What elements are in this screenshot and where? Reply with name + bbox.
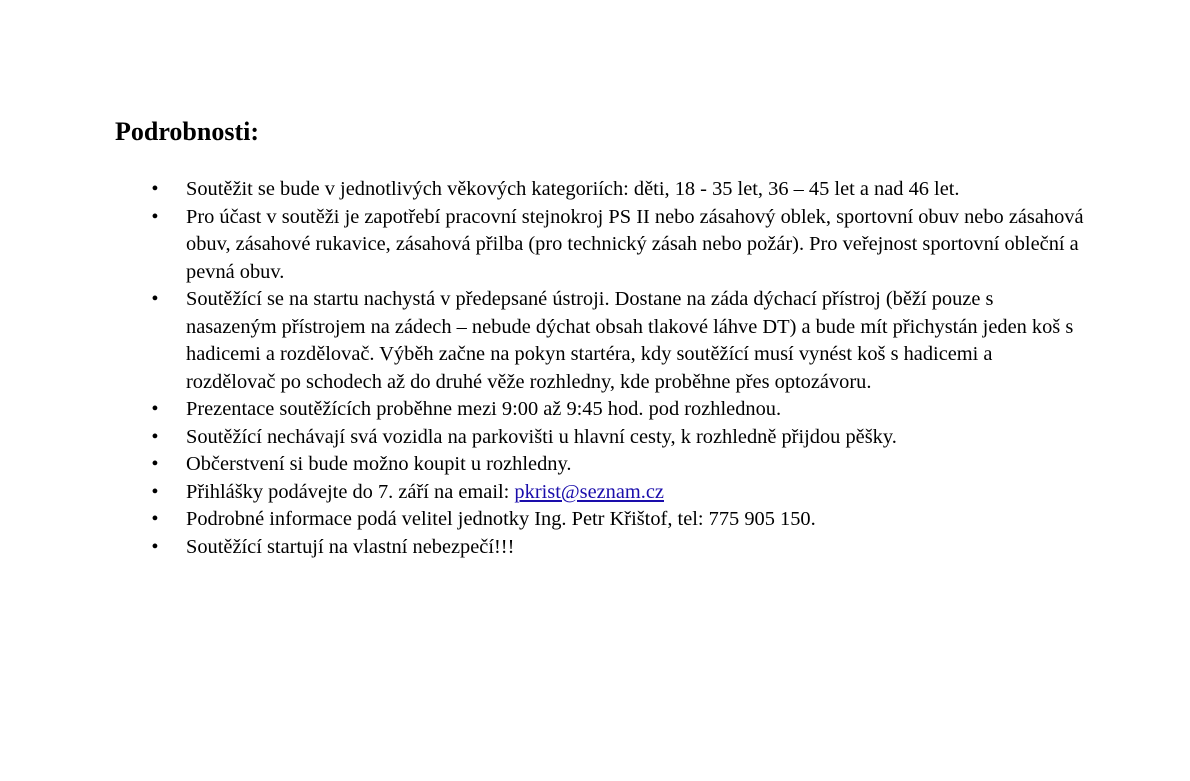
list-item-text: Pro účast v soutěži je zapotřebí pracovní stejnokroj PS II nebo zásahový oblek, sportovní obuv nebo zásahová obuv, zásahové rukavice, zásahová přilba (pro technický zásah nebo požár). Pro veřejnost sportovní obleční a pevná obuv. [186,205,1084,283]
bullet-icon: • [151,453,159,475]
list-item [151,396,1086,424]
list-item [151,176,1086,204]
list-item-text: Soutěžící startují na vlastní nebezpečí!!! [186,535,515,558]
bullet-icon: • [151,398,159,420]
list-item-text: Prezentace soutěžících proběhne mezi 9:00 až 9:45 hod. pod rozhlednou. [186,398,782,420]
list-item [151,451,1086,479]
bullet-icon: • [151,535,159,558]
bullet-icon: • [151,178,159,200]
bullet-icon: • [151,480,159,503]
list-item [151,424,1086,452]
details-list [151,176,1086,561]
bullet-icon: • [151,508,159,530]
list-item-text: Soutěžit se bude v jednotlivých věkových kategoriích: děti, 18 - 35 let, 36 – 45 let a nad 46 let. [186,178,960,200]
list-item [151,479,1086,507]
list-item-text: Podrobné informace podá velitel jednotky Ing. Petr Křištof, tel: 775 905 150. [186,508,816,530]
bullet-icon: • [151,288,159,310]
email-link[interactable]: pkrist@seznam.cz [514,480,664,503]
list-item-text: Občerstvení si bude možno koupit u rozhledny. [186,453,572,475]
page-heading: Podrobnosti: [115,117,259,146]
bullet-icon: • [151,425,159,448]
list-item [151,204,1086,287]
list-item [151,286,1086,396]
list-item-text: Soutěžící nechávají svá vozidla na parkovišti u hlavní cesty, k rozhledně přijdou pěšky. [186,425,897,448]
list-item [151,534,1086,562]
list-item-text: Soutěžící se na startu nachystá v předepsané ústroji. Dostane na záda dýchací přístroj (běží pouze s nasazeným přístrojem na zádech – nebude dýchat obsah tlakové láhve DT) a bude mít přichystán jeden koš s hadicemi a rozdělovač. Výběh začne na pokyn startéra, kdy soutěžící musí vynést koš s hadicemi a rozdělovač po schodech až do druhé věže rozhledny, kde proběhne přes optozávoru. [186,288,1074,393]
list-item-text: Přihlášky podávejte do 7. září na email: [186,480,515,503]
list-item [151,506,1086,534]
bullet-icon: • [151,205,159,228]
